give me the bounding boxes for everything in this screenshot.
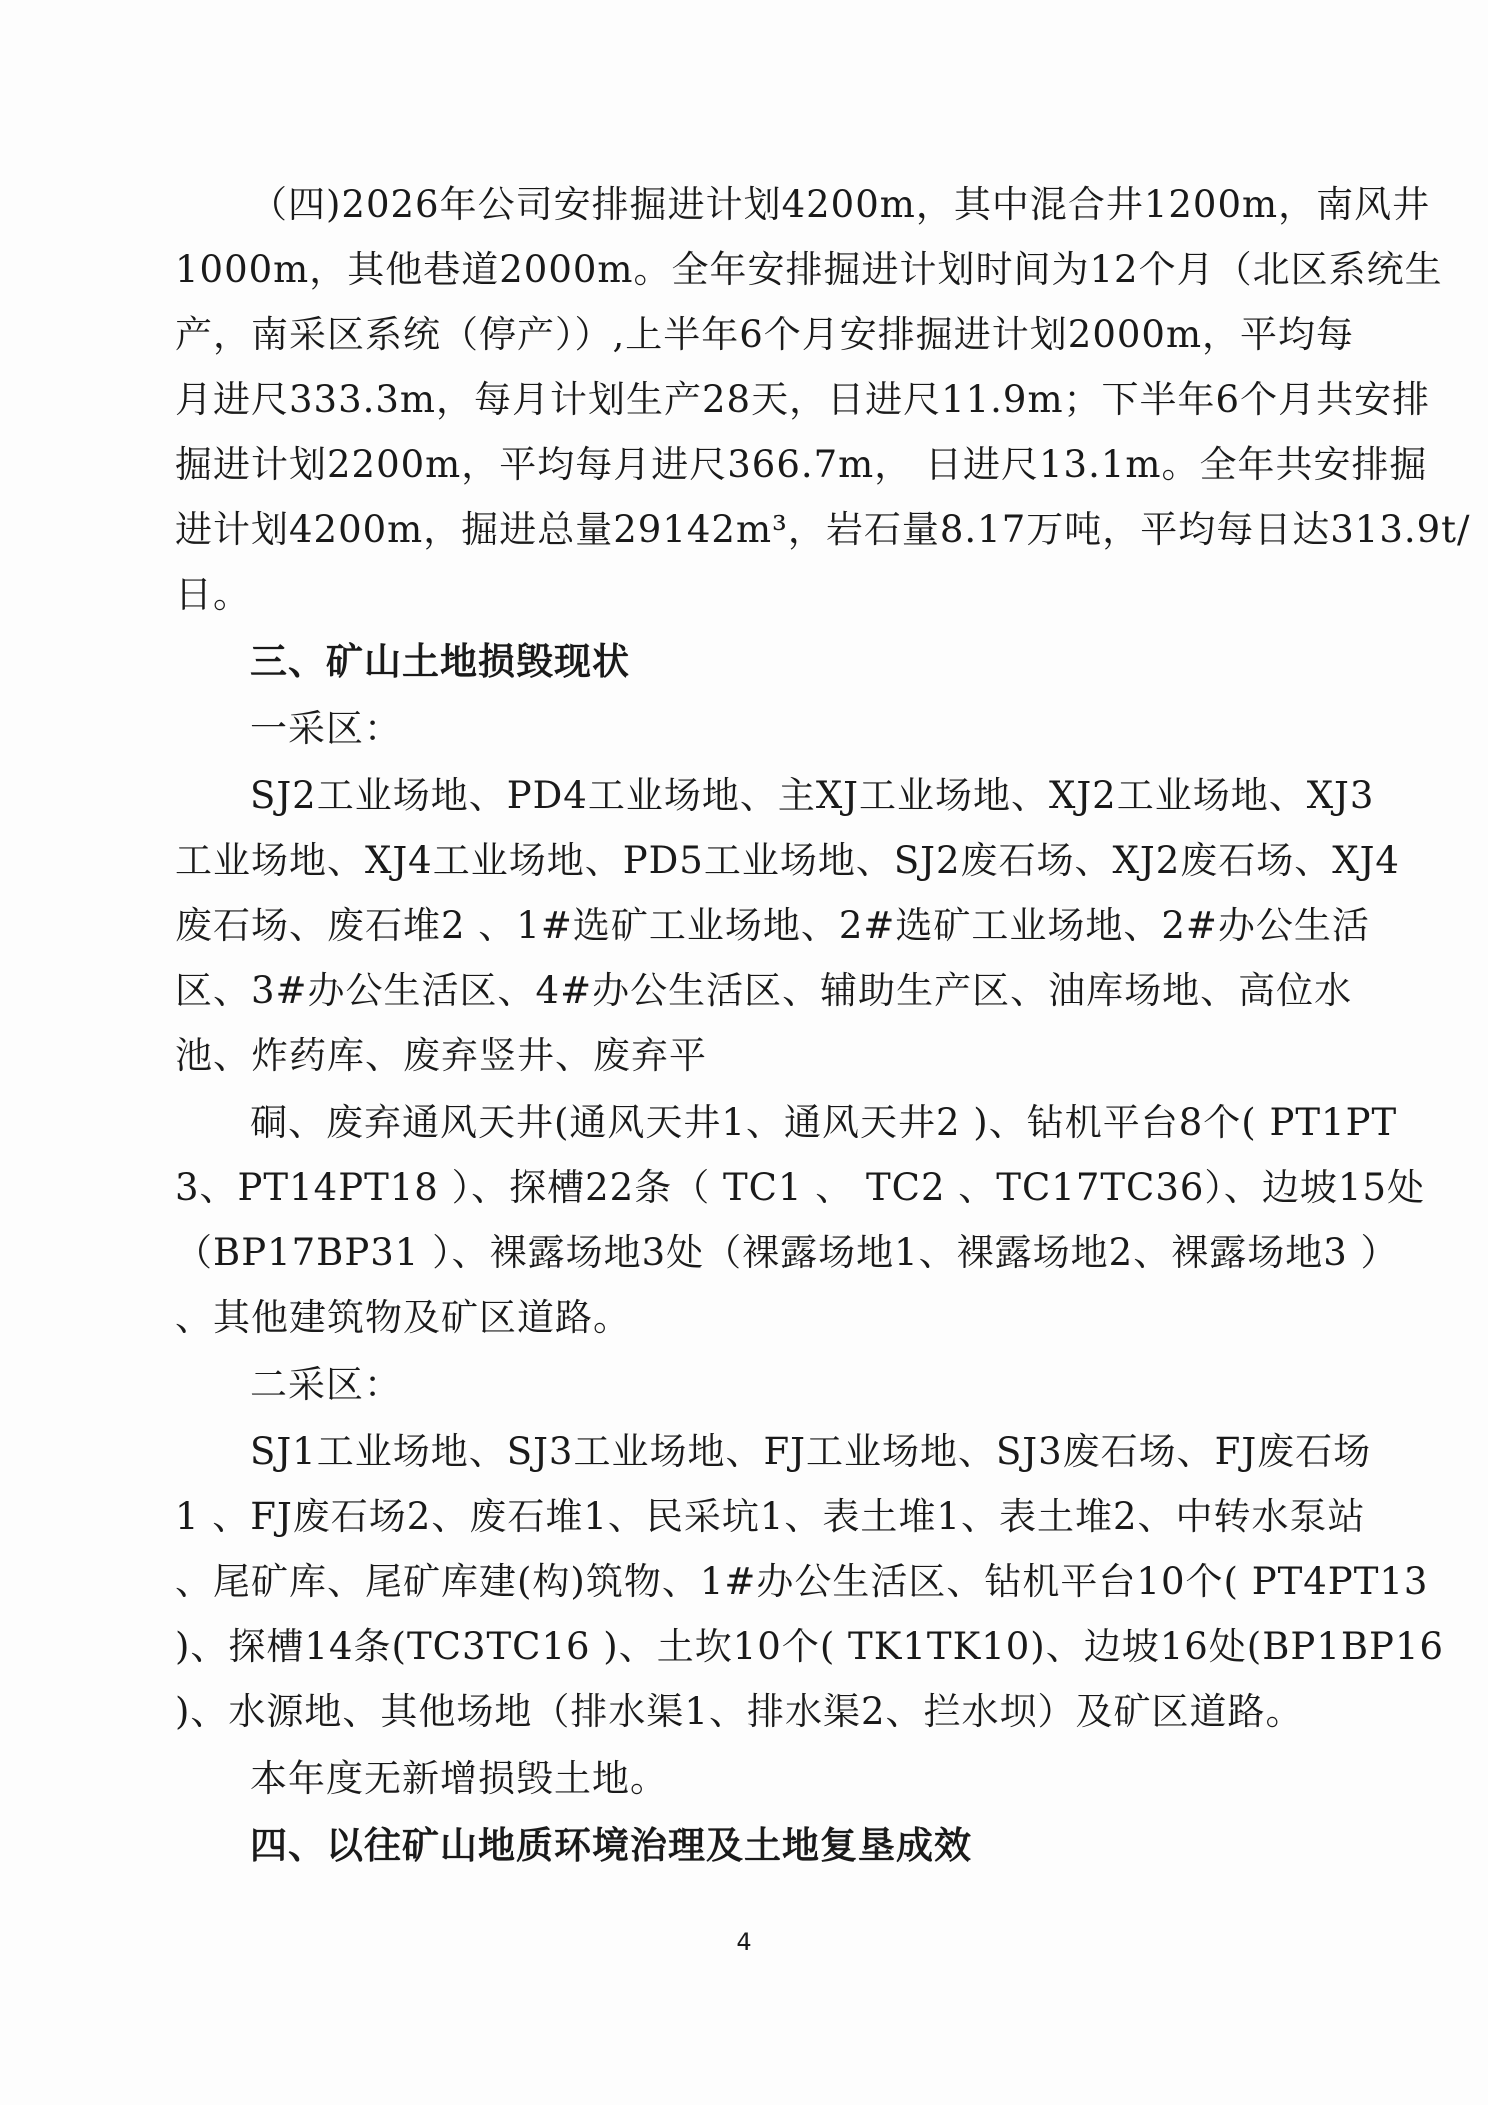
paragraph-line: 产，南采区系统（停产））,上半年6个月安排掘进计划2000m，平均每	[175, 313, 1355, 356]
paragraph-line: 3、PT14PT18 ）、探槽22条（ TC1 、 TC2 、TC17TC36）、边坡15处	[175, 1166, 1426, 1209]
paragraph-line: 进计划4200m，掘进总量29142m³，岩石量8.17万吨，平均每日达313.9t/	[175, 508, 1471, 551]
page-number: 4	[736, 1928, 752, 1956]
paragraph-line: SJ2工业场地、PD4工业场地、主XJ工业场地、XJ2工业场地、XJ3	[250, 774, 1375, 817]
section-heading: 四、以往矿山地质环境治理及土地复垦成效	[250, 1824, 972, 1867]
paragraph-line: （BP17BP31 ）、裸露场地3处（裸露场地1、裸露场地2、裸露场地3 ）	[175, 1231, 1399, 1274]
paragraph-line: 、尾矿库、尾矿库建(构)筑物、1#办公生活区、钻机平台10个( PT4PT13	[175, 1560, 1429, 1603]
section-heading: 三、矿山土地损毁现状	[250, 640, 630, 683]
paragraph-line: 本年度无新增损毁土地。	[250, 1757, 668, 1800]
paragraph-line: )、水源地、其他场地（排水渠1、排水渠2、拦水坝）及矿区道路。	[175, 1690, 1304, 1733]
paragraph-line: 掘进计划2200m，平均每月进尺366.7m， 日进尺13.1m。全年共安排掘	[175, 443, 1428, 486]
paragraph-line: 工业场地、XJ4工业场地、PD5工业场地、SJ2废石场、XJ2废石场、XJ4	[175, 839, 1400, 882]
paragraph-line: 日。	[175, 573, 251, 616]
paragraph-line: 废石场、废石堆2 、1#选矿工业场地、2#选矿工业场地、2#办公生活	[175, 904, 1370, 947]
paragraph-line: 1000m，其他巷道2000m。全年安排掘进计划时间为12个月（北区系统生	[175, 248, 1443, 291]
paragraph-line: （四)2026年公司安排掘进计划4200m，其中混合井1200m，南风井	[250, 183, 1431, 226]
paragraph-line: )、探槽14条(TC3TC16 )、土坎10个( TK1TK10)、边坡16处(BP1BP16	[175, 1625, 1445, 1668]
paragraph-line: 池、炸药库、废弃竖井、废弃平	[175, 1034, 707, 1077]
paragraph-line: 硐、废弃通风天井(通风天井1、通风天井2 )、钻机平台8个( PT1PT	[250, 1101, 1398, 1144]
subsection-label: 一采区：	[250, 707, 402, 750]
paragraph-line: 、其他建筑物及矿区道路。	[175, 1296, 631, 1339]
paragraph-line: SJ1工业场地、SJ3工业场地、FJ工业场地、SJ3废石场、FJ废石场	[250, 1430, 1372, 1473]
paragraph-line: 区、3#办公生活区、4#办公生活区、辅助生产区、油库场地、高位水	[175, 969, 1353, 1012]
subsection-label: 二采区：	[250, 1363, 402, 1406]
paragraph-line: 月进尺333.3m，每月计划生产28天，日进尺11.9m；下半年6个月共安排	[175, 378, 1431, 421]
paragraph-line: 1 、FJ废石场2、废石堆1、民采坑1、表土堆1、表土堆2、中转水泵站	[175, 1495, 1366, 1538]
